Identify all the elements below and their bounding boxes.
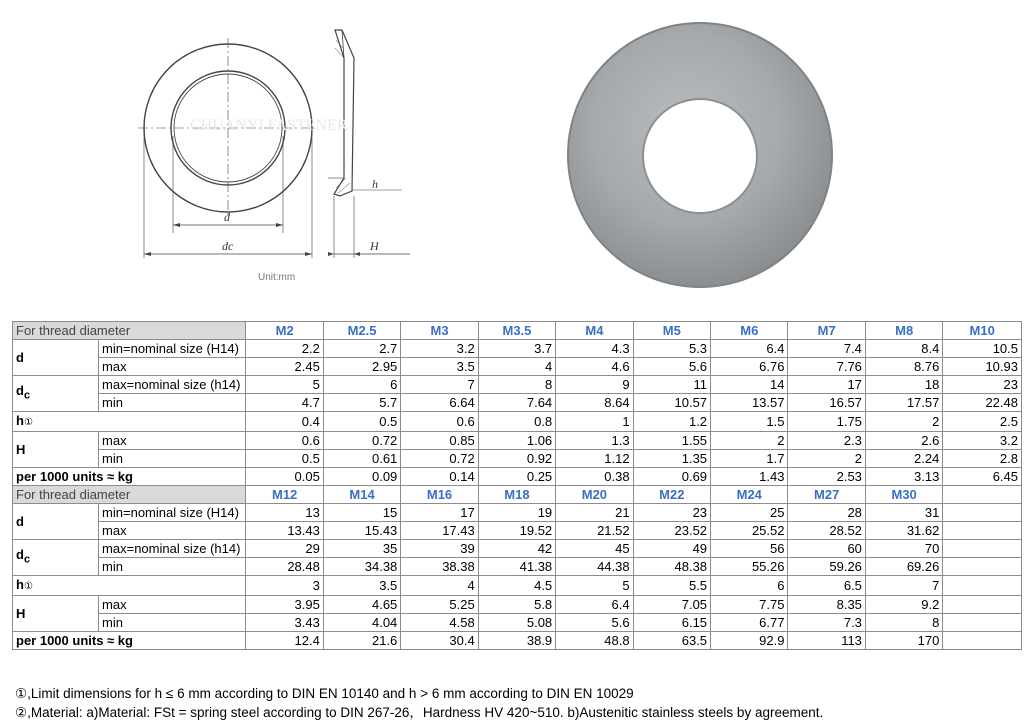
value-cell: 1.75 xyxy=(788,412,865,432)
h-label xyxy=(13,412,246,432)
size-cell xyxy=(943,486,1022,504)
value-cell: 14 xyxy=(711,376,788,394)
value-cell: 2.24 xyxy=(865,450,942,468)
d-sub-label: min=nominal size (H14) xyxy=(99,504,246,522)
size-cell: M24 xyxy=(711,486,788,504)
h-note-marker: ① xyxy=(23,417,33,428)
value-cell: 0.61 xyxy=(323,450,400,468)
value-cell: 0.6 xyxy=(246,432,323,450)
value-cell: 45 xyxy=(556,540,633,558)
value-cell: 44.38 xyxy=(556,558,633,576)
value-cell: 1.43 xyxy=(711,468,788,486)
value-cell: 4.5 xyxy=(478,576,555,596)
value-cell: 0.09 xyxy=(323,468,400,486)
value-cell: 7.75 xyxy=(711,596,788,614)
dc-subscript: c xyxy=(23,553,31,566)
value-cell: 0.14 xyxy=(401,468,478,486)
d-row-2 xyxy=(13,522,1022,540)
value-cell: 17.43 xyxy=(401,522,478,540)
value-cell: 3.2 xyxy=(943,432,1022,450)
d-row-1 xyxy=(13,504,1022,522)
value-cell: 2.95 xyxy=(323,358,400,376)
weight-row xyxy=(13,632,1022,650)
value-cell: 4.6 xyxy=(556,358,633,376)
value-cell xyxy=(943,558,1022,576)
value-cell: 19 xyxy=(478,504,555,522)
h-note-marker: ① xyxy=(23,581,33,592)
value-cell: 113 xyxy=(788,632,865,650)
value-cell: 3.13 xyxy=(865,468,942,486)
value-cell: 6.76 xyxy=(711,358,788,376)
value-cell: 56 xyxy=(711,540,788,558)
watermark: CHUANYI FASTENER xyxy=(190,117,348,134)
value-cell: 0.8 xyxy=(478,412,555,432)
d-symbol: d xyxy=(16,350,24,365)
value-cell: 2 xyxy=(865,412,942,432)
size-cell: M6 xyxy=(711,322,788,340)
value-cell: 1.12 xyxy=(556,450,633,468)
value-cell: 7.76 xyxy=(788,358,865,376)
value-cell: 0.4 xyxy=(246,412,323,432)
h-symbol: h xyxy=(16,577,24,592)
value-cell: 23 xyxy=(943,376,1022,394)
value-cell: 23.52 xyxy=(633,522,710,540)
value-cell: 3.43 xyxy=(246,614,323,632)
value-cell: 2.3 xyxy=(788,432,865,450)
value-cell: 15.43 xyxy=(323,522,400,540)
value-cell: 13.43 xyxy=(246,522,323,540)
H-row-1 xyxy=(13,432,1022,450)
value-cell: 1.35 xyxy=(633,450,710,468)
size-cell: M22 xyxy=(633,486,710,504)
value-cell: 6 xyxy=(323,376,400,394)
size-cell: M14 xyxy=(323,486,400,504)
size-cell: M3.5 xyxy=(478,322,555,340)
value-cell: 4.7 xyxy=(246,394,323,412)
value-cell: 6.4 xyxy=(556,596,633,614)
weight-row xyxy=(13,468,1022,486)
value-cell: 7 xyxy=(865,576,942,596)
value-cell: 63.5 xyxy=(633,632,710,650)
value-cell: 5.3 xyxy=(633,340,710,358)
value-cell: 48.38 xyxy=(633,558,710,576)
value-cell: 4 xyxy=(478,358,555,376)
value-cell: 10.93 xyxy=(943,358,1022,376)
value-cell: 21.52 xyxy=(556,522,633,540)
note-2: ②,Material: a)Material: FSt = spring steel according to DIN 267-26，Hardness HV 420~510. b)Austenitic stainless steels by agreement. xyxy=(15,705,824,720)
dc-symbol: d xyxy=(16,383,24,399)
value-cell: 41.38 xyxy=(478,558,555,576)
H-label xyxy=(13,432,99,468)
value-cell: 6.5 xyxy=(788,576,865,596)
value-cell: 0.05 xyxy=(246,468,323,486)
value-cell xyxy=(943,576,1022,596)
value-cell: 38.9 xyxy=(478,632,555,650)
size-cell: M30 xyxy=(865,486,942,504)
value-cell: 4.3 xyxy=(556,340,633,358)
value-cell: 21.6 xyxy=(323,632,400,650)
value-cell: 3 xyxy=(246,576,323,596)
value-cell: 25.52 xyxy=(711,522,788,540)
value-cell xyxy=(943,632,1022,650)
value-cell: 0.25 xyxy=(478,468,555,486)
dc-label xyxy=(13,376,99,412)
value-cell: 39 xyxy=(401,540,478,558)
value-cell: 1.5 xyxy=(711,412,788,432)
size-cell: M4 xyxy=(556,322,633,340)
value-cell: 5.25 xyxy=(401,596,478,614)
note-1: ①,Limit dimensions for h ≤ 6 mm according to DIN EN 10140 and h > 6 mm according to DIN EN 10029 xyxy=(15,686,634,701)
h-symbol: h xyxy=(16,413,24,428)
value-cell: 0.92 xyxy=(478,450,555,468)
value-cell: 8.35 xyxy=(788,596,865,614)
h-row xyxy=(13,576,1022,596)
value-cell: 9 xyxy=(556,376,633,394)
value-cell: 7.4 xyxy=(788,340,865,358)
value-cell: 0.72 xyxy=(401,450,478,468)
value-cell: 6.4 xyxy=(711,340,788,358)
thread-diameter-label: For thread diameter xyxy=(13,486,246,504)
dc-label xyxy=(13,540,99,576)
size-cell: M3 xyxy=(401,322,478,340)
H-sub-label: min xyxy=(99,450,246,468)
H-row-1 xyxy=(13,596,1022,614)
value-cell: 18 xyxy=(865,376,942,394)
value-cell: 17 xyxy=(401,504,478,522)
value-cell: 42 xyxy=(478,540,555,558)
value-cell: 0.85 xyxy=(401,432,478,450)
unit-label: Unit:mm xyxy=(258,272,296,283)
value-cell: 19.52 xyxy=(478,522,555,540)
value-cell: 59.26 xyxy=(788,558,865,576)
value-cell: 5.7 xyxy=(323,394,400,412)
value-cell: 2 xyxy=(788,450,865,468)
value-cell: 1 xyxy=(556,412,633,432)
dim-d-label: d xyxy=(224,210,230,224)
value-cell: 28 xyxy=(788,504,865,522)
value-cell: 8.76 xyxy=(865,358,942,376)
value-cell: 8.64 xyxy=(556,394,633,412)
size-cell: M2.5 xyxy=(323,322,400,340)
value-cell: 49 xyxy=(633,540,710,558)
size-cell: M2 xyxy=(246,322,323,340)
value-cell: 22.48 xyxy=(943,394,1022,412)
value-cell: 25 xyxy=(711,504,788,522)
value-cell: 6.64 xyxy=(401,394,478,412)
value-cell: 13.57 xyxy=(711,394,788,412)
h-row xyxy=(13,412,1022,432)
value-cell: 8 xyxy=(478,376,555,394)
dc-subscript: c xyxy=(23,389,31,402)
d-label xyxy=(13,340,99,376)
value-cell: 5.08 xyxy=(478,614,555,632)
size-header-row xyxy=(13,486,1022,504)
spec-table xyxy=(12,321,1022,650)
value-cell: 4 xyxy=(401,576,478,596)
value-cell: 6.15 xyxy=(633,614,710,632)
value-cell: 0.5 xyxy=(246,450,323,468)
value-cell: 0.6 xyxy=(401,412,478,432)
dim-dc-label: dc xyxy=(222,239,234,253)
value-cell: 1.55 xyxy=(633,432,710,450)
weight-label: per 1000 units ≈ kg xyxy=(13,468,246,486)
value-cell: 31.62 xyxy=(865,522,942,540)
value-cell: 4.65 xyxy=(323,596,400,614)
value-cell: 3.2 xyxy=(401,340,478,358)
value-cell: 2.5 xyxy=(943,412,1022,432)
value-cell: 0.69 xyxy=(633,468,710,486)
value-cell: 34.38 xyxy=(323,558,400,576)
H-sub-label: min xyxy=(99,614,246,632)
d-row-1 xyxy=(13,340,1022,358)
value-cell: 31 xyxy=(865,504,942,522)
value-cell xyxy=(943,614,1022,632)
value-cell: 6 xyxy=(711,576,788,596)
H-row-2 xyxy=(13,614,1022,632)
value-cell: 10.57 xyxy=(633,394,710,412)
value-cell xyxy=(943,540,1022,558)
value-cell: 15 xyxy=(323,504,400,522)
value-cell: 2.2 xyxy=(246,340,323,358)
dc-sub-label: max=nominal size (h14) xyxy=(99,376,246,394)
d-row-2 xyxy=(13,358,1022,376)
value-cell: 5.8 xyxy=(478,596,555,614)
size-header-row xyxy=(13,322,1022,340)
H-sub-label: max xyxy=(99,432,246,450)
value-cell: 5 xyxy=(556,576,633,596)
H-symbol: H xyxy=(16,442,26,457)
value-cell: 12.4 xyxy=(246,632,323,650)
value-cell: 1.2 xyxy=(633,412,710,432)
value-cell: 29 xyxy=(246,540,323,558)
dc-row-1 xyxy=(13,376,1022,394)
value-cell: 69.26 xyxy=(865,558,942,576)
value-cell: 2.6 xyxy=(865,432,942,450)
value-cell: 4.04 xyxy=(323,614,400,632)
d-sub-label: min=nominal size (H14) xyxy=(99,340,246,358)
d-label xyxy=(13,504,99,540)
value-cell: 7.64 xyxy=(478,394,555,412)
value-cell: 92.9 xyxy=(711,632,788,650)
dim-h-label: h xyxy=(372,177,378,191)
size-cell: M5 xyxy=(633,322,710,340)
notes xyxy=(15,684,823,722)
value-cell: 170 xyxy=(865,632,942,650)
value-cell: 2 xyxy=(711,432,788,450)
d-symbol: d xyxy=(16,514,24,529)
value-cell: 2.45 xyxy=(246,358,323,376)
value-cell: 3.5 xyxy=(401,358,478,376)
value-cell: 3.95 xyxy=(246,596,323,614)
size-cell: M27 xyxy=(788,486,865,504)
dc-row-2 xyxy=(13,394,1022,412)
value-cell: 5 xyxy=(246,376,323,394)
value-cell: 4.58 xyxy=(401,614,478,632)
weight-label: per 1000 units ≈ kg xyxy=(13,632,246,650)
value-cell: 9.2 xyxy=(865,596,942,614)
value-cell xyxy=(943,504,1022,522)
h-label xyxy=(13,576,246,596)
value-cell: 2.8 xyxy=(943,450,1022,468)
size-cell: M10 xyxy=(943,322,1022,340)
d-sub-label: max xyxy=(99,522,246,540)
value-cell: 16.57 xyxy=(788,394,865,412)
size-cell: M7 xyxy=(788,322,865,340)
value-cell: 1.3 xyxy=(556,432,633,450)
value-cell: 6.45 xyxy=(943,468,1022,486)
dc-row-2 xyxy=(13,558,1022,576)
value-cell: 0.5 xyxy=(323,412,400,432)
value-cell: 21 xyxy=(556,504,633,522)
value-cell: 2.7 xyxy=(323,340,400,358)
value-cell: 6.77 xyxy=(711,614,788,632)
washer-photo xyxy=(560,18,840,293)
value-cell: 2.53 xyxy=(788,468,865,486)
value-cell: 1.06 xyxy=(478,432,555,450)
value-cell: 5.6 xyxy=(633,358,710,376)
value-cell: 0.72 xyxy=(323,432,400,450)
H-symbol: H xyxy=(16,606,26,621)
dc-symbol: d xyxy=(16,547,24,563)
value-cell: 38.38 xyxy=(401,558,478,576)
thread-diameter-label: For thread diameter xyxy=(13,322,246,340)
value-cell: 11 xyxy=(633,376,710,394)
size-cell: M12 xyxy=(246,486,323,504)
value-cell: 70 xyxy=(865,540,942,558)
value-cell: 17.57 xyxy=(865,394,942,412)
value-cell: 10.5 xyxy=(943,340,1022,358)
value-cell: 55.26 xyxy=(711,558,788,576)
H-label xyxy=(13,596,99,632)
value-cell: 60 xyxy=(788,540,865,558)
value-cell: 3.5 xyxy=(323,576,400,596)
value-cell: 0.38 xyxy=(556,468,633,486)
value-cell: 17 xyxy=(788,376,865,394)
dc-sub-label: min xyxy=(99,394,246,412)
value-cell: 28.52 xyxy=(788,522,865,540)
value-cell: 13 xyxy=(246,504,323,522)
value-cell: 5.5 xyxy=(633,576,710,596)
value-cell: 23 xyxy=(633,504,710,522)
value-cell: 35 xyxy=(323,540,400,558)
technical-drawing xyxy=(130,18,430,288)
size-cell: M18 xyxy=(478,486,555,504)
dc-sub-label: max=nominal size (h14) xyxy=(99,540,246,558)
value-cell: 7.05 xyxy=(633,596,710,614)
size-cell: M20 xyxy=(556,486,633,504)
value-cell: 5.6 xyxy=(556,614,633,632)
value-cell xyxy=(943,522,1022,540)
value-cell: 30.4 xyxy=(401,632,478,650)
value-cell: 28.48 xyxy=(246,558,323,576)
size-cell: M8 xyxy=(865,322,942,340)
dc-row-1 xyxy=(13,540,1022,558)
value-cell: 7.3 xyxy=(788,614,865,632)
value-cell: 3.7 xyxy=(478,340,555,358)
value-cell: 8 xyxy=(865,614,942,632)
d-sub-label: max xyxy=(99,358,246,376)
size-cell: M16 xyxy=(401,486,478,504)
dim-H-label: H xyxy=(370,239,379,253)
H-row-2 xyxy=(13,450,1022,468)
dc-sub-label: min xyxy=(99,558,246,576)
H-sub-label: max xyxy=(99,596,246,614)
value-cell: 7 xyxy=(401,376,478,394)
value-cell: 8.4 xyxy=(865,340,942,358)
value-cell xyxy=(943,596,1022,614)
value-cell: 1.7 xyxy=(711,450,788,468)
value-cell: 48.8 xyxy=(556,632,633,650)
